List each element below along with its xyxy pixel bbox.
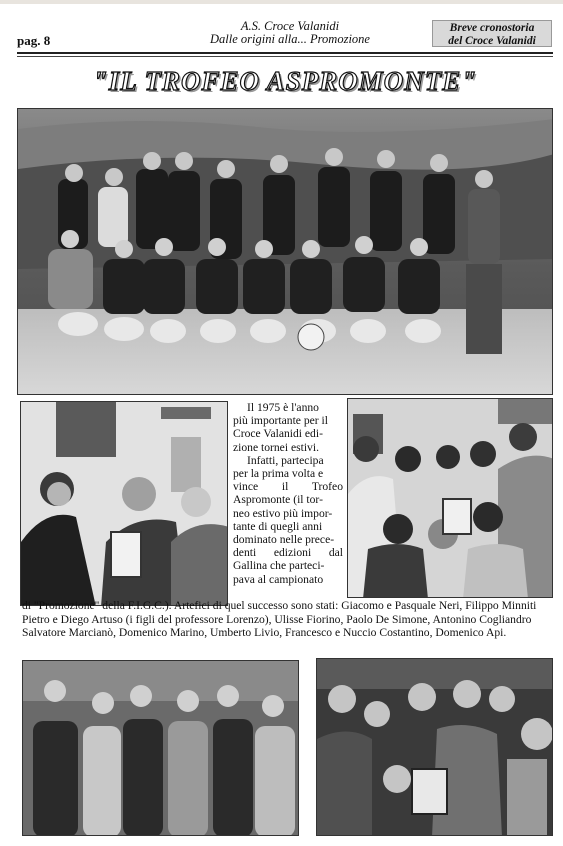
column-line: pava al campionato — [233, 572, 324, 586]
column-line: più importante per il — [233, 414, 328, 428]
title-band — [17, 64, 553, 104]
column-line: Infatti, partecipa — [247, 453, 324, 467]
column-line: Il 1975 è l'anno — [247, 401, 319, 414]
wide-line: Salvatore Marcianò, Domenico Marino, Umberto Livio, Francesco e Nuccio Costantino, Domenico Api. — [22, 626, 507, 639]
team-photo — [17, 108, 553, 395]
running-header — [180, 20, 400, 46]
section-label-line-1: Breve cronostoria — [449, 22, 535, 34]
column-line: Croce Valanidi edi- — [233, 427, 323, 441]
wide-line: di "Promozione" della F.I.G.C.). Artefici di quel successo sono stati: Giacomo e Pasquale Neri, Filippo Minniti — [22, 599, 537, 612]
column-line: dominato nelle prece- — [233, 533, 335, 547]
article-wide-text — [22, 599, 557, 640]
column-line: denti edizioni dal — [233, 546, 343, 560]
photo-celebration-bottom-right — [316, 658, 553, 836]
column-line: Gallina che parteci- — [233, 559, 325, 573]
column-line: Aspromonte (il tor- — [233, 493, 323, 507]
article-column-text — [233, 401, 343, 586]
header-rule — [17, 52, 553, 54]
article-title: "IL TROFEO ASPROMONTE" — [92, 66, 478, 96]
column-line: zione tornei estivi. — [233, 440, 319, 454]
page-number: pag. 8 — [17, 33, 51, 48]
column-line: neo estivo più impor- — [233, 506, 333, 520]
column-line: per la prima volta e — [233, 467, 324, 481]
column-line: tante di quegli anni — [233, 519, 323, 533]
photo-group-with-plaques — [347, 398, 553, 598]
photo-team-group-bottom-left — [22, 660, 299, 836]
book-subtitle: Dalle origini alla... Promozione — [210, 32, 370, 46]
club-name: A.S. Croce Valanidi — [240, 19, 340, 33]
section-label-line-2: del Croce Valanidi — [448, 34, 536, 47]
section-label-box — [432, 20, 552, 47]
top-edge — [0, 0, 563, 4]
photo-trophy-presentation — [20, 401, 228, 606]
column-line: vince il Trofeo — [233, 480, 343, 494]
header-rule-thin — [17, 56, 553, 57]
wide-line: Pietro e Diego Artuso (i figli del professore Lorenzo), Ulisse Fiorino, Paolo De Simone, Antonino Cogliandro — [22, 612, 532, 626]
